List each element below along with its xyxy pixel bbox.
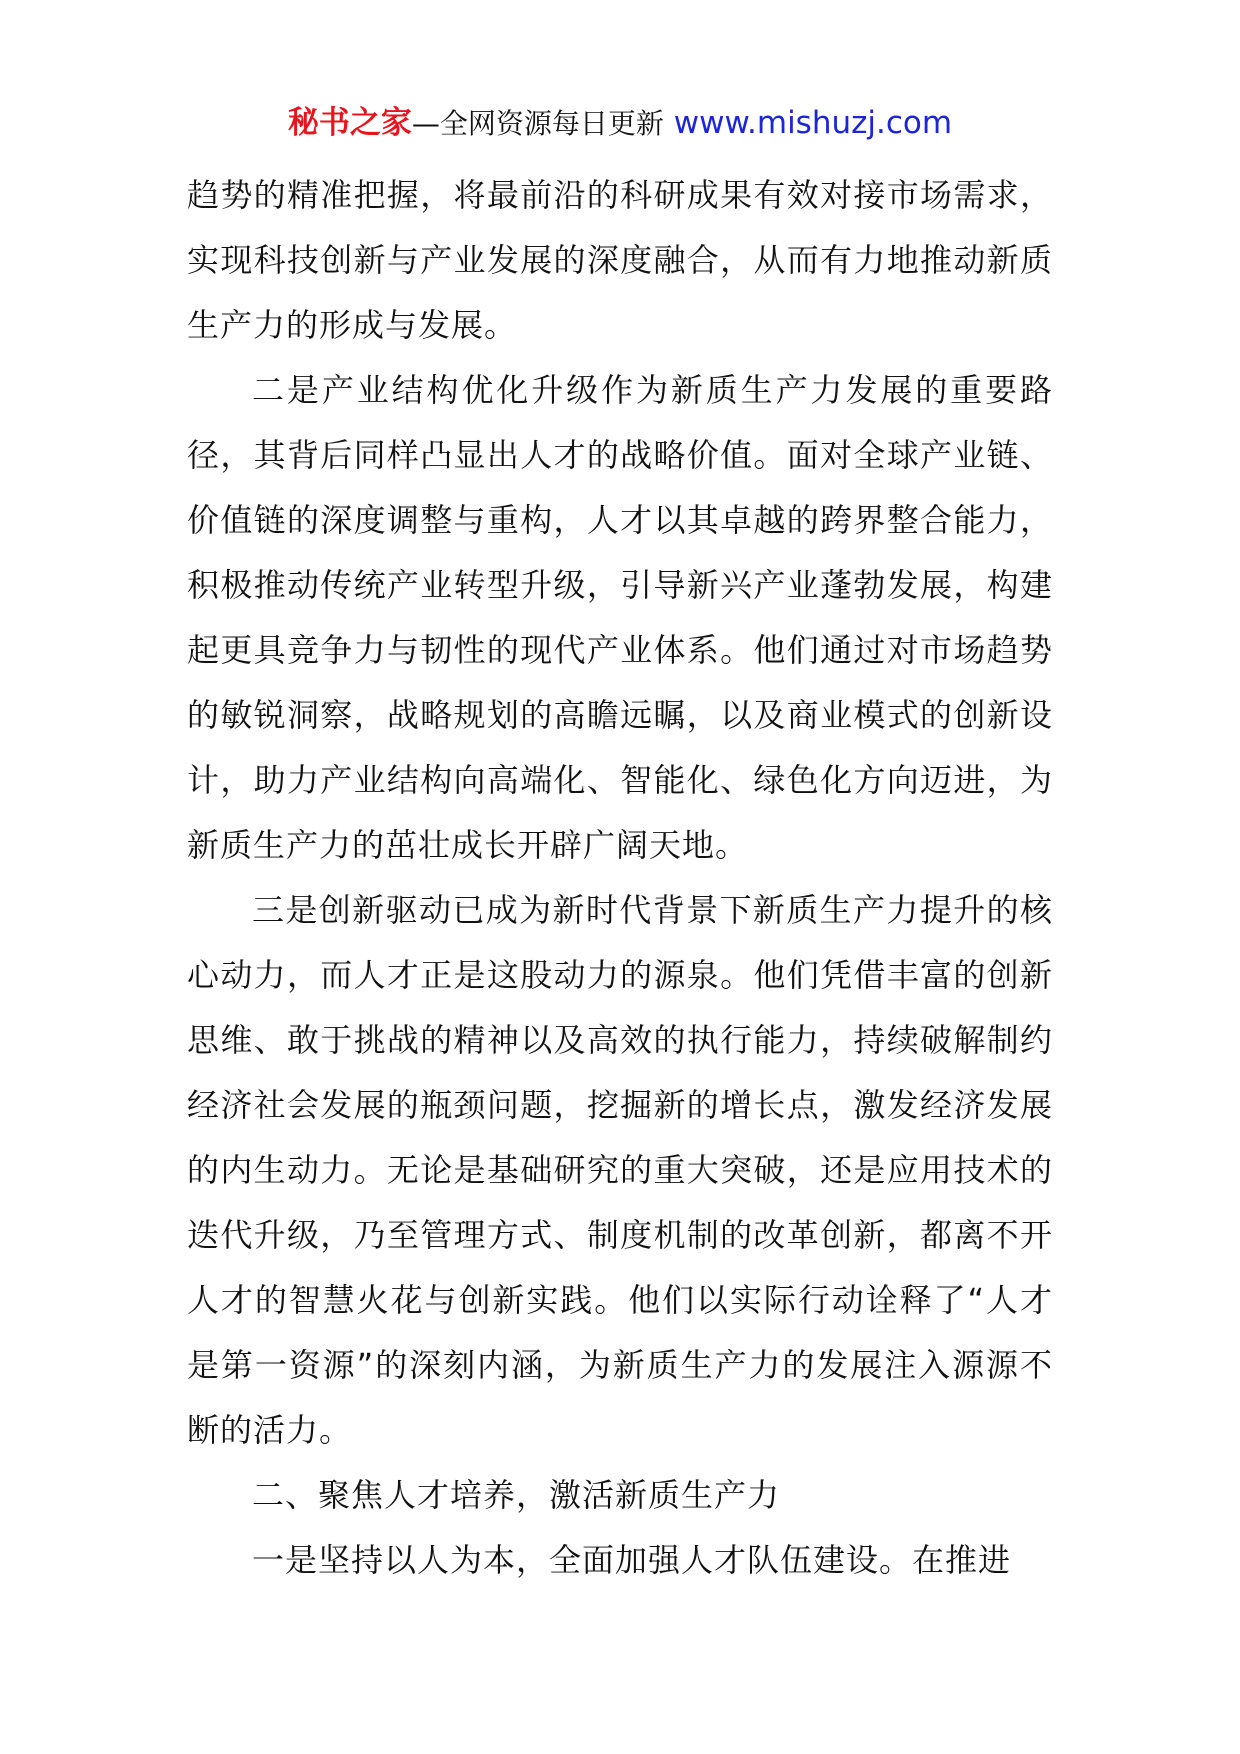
page-header — [0, 100, 1240, 147]
document-body — [187, 163, 1053, 1593]
paragraph-people-oriented: 一是坚持以人为本，全面加强人才队伍建设。在推进 — [252, 1541, 1012, 1579]
site-tagline: —全网资源每日更新 — [411, 107, 664, 140]
section-heading: 二、聚焦人才培养，激活新质生产力 — [252, 1476, 781, 1514]
paragraph-continuation: 趋势的精准把握，将最前沿的科研成果有效对接市场需求，实现科技创新与产业发展的深度融合，从而有力地推动新质生产力的形成与发展。 — [187, 176, 1053, 344]
site-url-link[interactable]: www.mishuzj.com — [673, 105, 953, 141]
paragraph-industry-structure: 二是产业结构优化升级作为新质生产力发展的重要路径，其背后同样凸显出人才的战略价值。面对全球产业链、价值链的深度调整与重构，人才以其卓越的跨界整合能力，积极推动传统产业转型升级，引导新兴产业蓬勃发展，构建起更具竞争力与韧性的现代产业体系。他们通过对市场趋势的敏锐洞察，战略规划的高瞻远瞩，以及商业模式的创新设计，助力产业结构向高端化、智能化、绿色化方向迈进，为新质生产力的茁壮成长开辟广阔天地。 — [187, 371, 1053, 864]
paragraph-innovation-driven: 三是创新驱动已成为新时代背景下新质生产力提升的核心动力，而人才正是这股动力的源泉。他们凭借丰富的创新思维、敢于挑战的精神以及高效的执行能力，持续破解制约经济社会发展的瓶颈问题，挖掘新的增长点，激发经济发展的内生动力。无论是基础研究的重大突破，还是应用技术的迭代升级，乃至管理方式、制度机制的改革创新，都离不开人才的智慧火花与创新实践。他们以实际行动诠释了“人才是第一资源”的深刻内涵，为新质生产力的发展注入源源不断的活力。 — [187, 891, 1053, 1449]
site-brand: 秘书之家 — [287, 105, 412, 141]
